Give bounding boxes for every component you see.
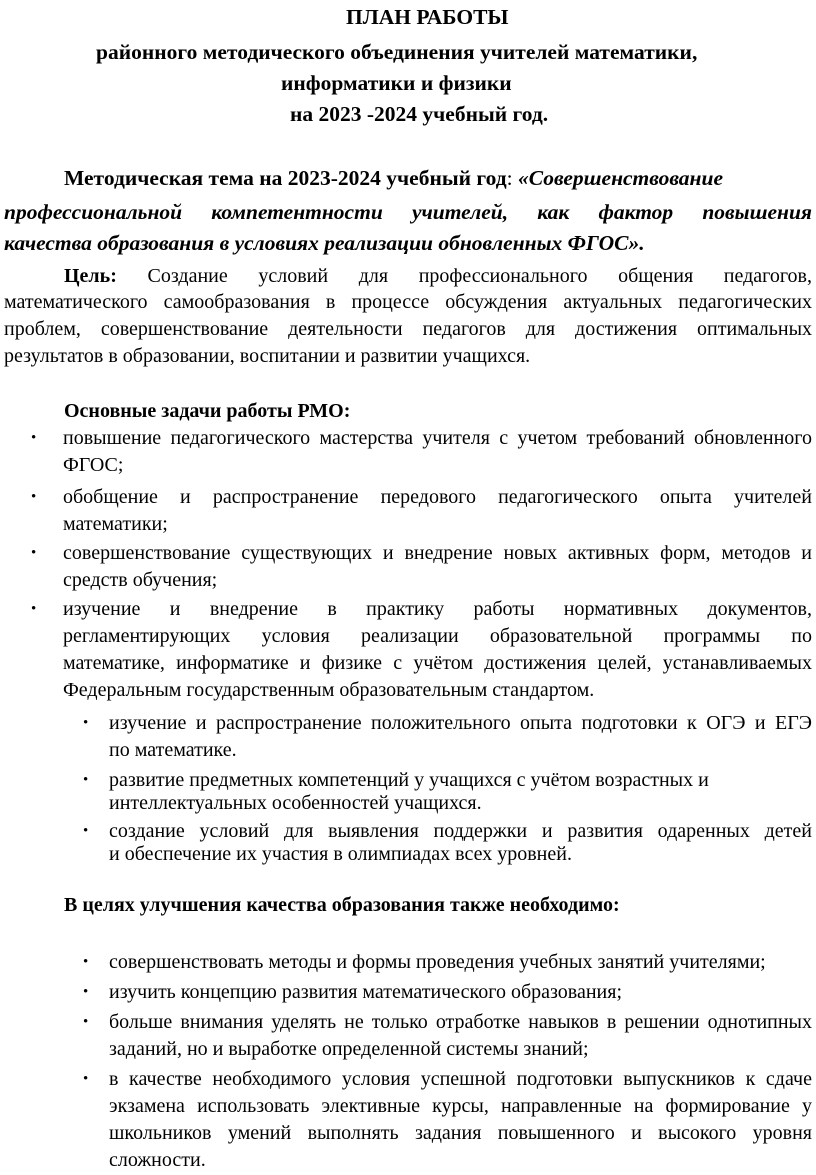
task-2-line1: обобщение и распространение передового педагогического опыта учителей <box>63 486 812 508</box>
bullet-icon: • <box>83 823 89 839</box>
bullet-icon: • <box>31 430 37 446</box>
subtask-2-line1: развитие предметных компетенций у учащихся с учётом возрастных и <box>109 769 709 791</box>
task-3-line2: средств обучения; <box>63 569 218 591</box>
bullet-icon: • <box>83 984 89 1000</box>
theme-line2: профессиональной компетентности учителей, как фактор повышения <box>4 200 812 224</box>
theme-line1 <box>64 165 723 191</box>
bullet-icon: • <box>83 715 89 731</box>
task-1-line1: повышение педагогического мастерства учителя с учетом требований обновленного <box>63 427 812 449</box>
goal-line3: проблем, совершенствование деятельности педагогов для достижения оптимальных <box>4 318 812 340</box>
subtask-2-line2: интеллектуальных особенностей учащихся. <box>109 792 482 814</box>
theme-title-start: «Совершенствование <box>518 166 723 190</box>
quality-1-line1: совершенствовать методы и формы проведения учебных занятий учителями; <box>109 951 766 973</box>
quality-2-line1: изучить концепцию развития математического образования; <box>109 981 622 1003</box>
quality-3-line2: заданий, но и выработке определенной системы знаний; <box>109 1038 589 1060</box>
quality-4-line3: школьников умений выполнять задания повышенного и высокого уровня <box>109 1122 812 1144</box>
plan-year: на 2023 -2024 учебный год. <box>290 102 549 126</box>
subtask-3-line1: создание условий для выявления поддержки и развития одаренных детей <box>109 820 812 842</box>
goal-label: Цель: <box>64 265 117 287</box>
goal-line2: математического самообразования в процессе обсуждения актуальных педагогических <box>4 291 812 313</box>
bullet-icon: • <box>31 601 37 617</box>
plan-subtitle-line1: районного методического объединения учителей математики, <box>96 40 698 64</box>
task-4-line2: регламентирующих условия реализации образовательной программы по <box>63 625 812 647</box>
quality-4-line1: в качестве необходимого условия успешной подготовки выпускников к сдаче <box>109 1068 812 1090</box>
subtask-1-line1: изучение и распространение положительного опыта подготовки к ОГЭ и ЕГЭ <box>109 712 812 734</box>
task-1-line2: ФГОС; <box>63 454 124 476</box>
theme-line3: качества образования в условиях реализации обновленных ФГОС». <box>4 231 645 255</box>
theme-label: Методическая тема на 2023-2024 учебный год <box>64 166 507 190</box>
bullet-icon: • <box>83 954 89 970</box>
task-2-line2: математики; <box>63 513 168 535</box>
bullet-icon: • <box>83 1014 89 1030</box>
goal-text-start: Создание условий для профессионального общения педагогов, <box>147 265 813 287</box>
plan-title: ПЛАН РАБОТЫ <box>346 5 509 29</box>
task-4-line4: Федеральным государственным образовательным стандартом. <box>63 679 595 701</box>
plan-subtitle-line2: информатики и физики <box>281 71 512 95</box>
task-3-line1: совершенствование существующих и внедрение новых активных форм, методов и <box>63 542 812 564</box>
task-4-line1: изучение и внедрение в практику работы нормативных документов, <box>63 598 812 620</box>
quality-4-line4: сложности. <box>109 1149 206 1171</box>
bullet-icon: • <box>83 1071 89 1087</box>
subtask-1-line2: по математике. <box>109 739 237 761</box>
quality-heading: В целях улучшения качества образования также необходимо: <box>64 894 620 916</box>
subtask-3-line2: и обеспечение их участия в олимпиадах всех уровней. <box>109 843 572 865</box>
quality-4-line2: экзамена использовать элективные курсы, направленные на формирование у <box>109 1095 812 1117</box>
goal-line1 <box>64 264 812 288</box>
task-4-line3: математике, информатике и физике с учётом достижения целей, устанавливаемых <box>63 652 812 674</box>
tasks-heading: Основные задачи работы РМО: <box>64 400 351 422</box>
theme-colon: : <box>506 166 513 190</box>
bullet-icon: • <box>31 489 37 505</box>
bullet-icon: • <box>83 772 89 788</box>
bullet-icon: • <box>31 545 37 561</box>
goal-line4: результатов в образовании, воспитании и развитии учащихся. <box>4 345 531 367</box>
quality-3-line1: больше внимания уделять не только отработке навыков в решении однотипных <box>109 1011 812 1033</box>
